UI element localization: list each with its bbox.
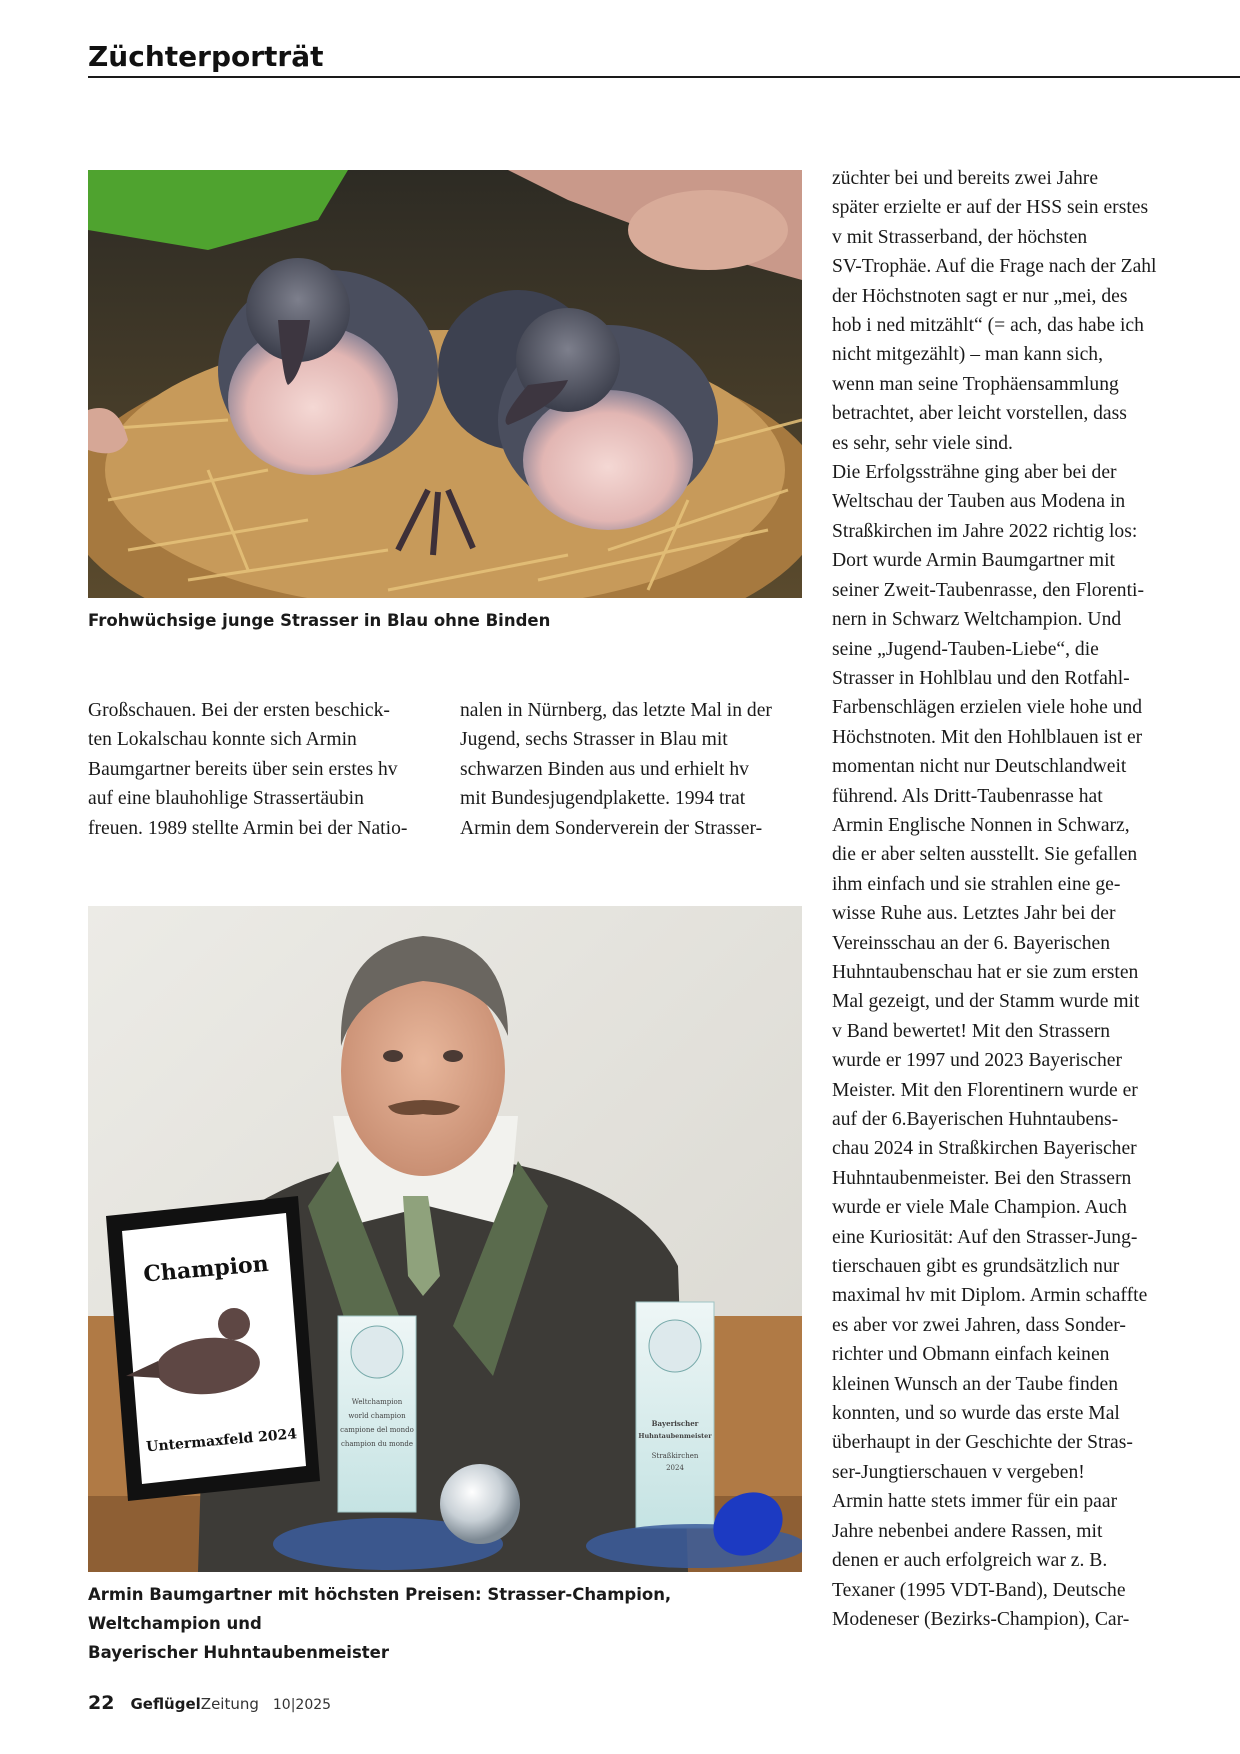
text-line: überhaupt in der Geschichte der Stras-: [832, 1432, 1133, 1454]
frame-subtitle: Untermaxfeld 2024: [145, 1426, 298, 1456]
magazine-name-light: Zeitung: [200, 1695, 259, 1713]
text-line: nicht mitgezählt) – man kann sich,: [832, 344, 1103, 366]
text-line: eine Kuriosität: Auf den Strasser-Jung-: [832, 1226, 1138, 1248]
text-line: tierschauen gibt es grundsätzlich nur: [832, 1256, 1120, 1278]
photo-breeder-portrait: [88, 906, 802, 1572]
text-line: seine „Jugend-Tauben-Liebe“, die: [832, 638, 1099, 660]
text-line: Huhntaubenschau hat er sie zum ersten: [832, 961, 1139, 983]
text-line: Strasser in Hohlblau und den Rotfahl-: [832, 667, 1130, 689]
text-line: wurde er viele Male Champion. Auch: [832, 1197, 1127, 1219]
caption-line: Armin Baumgartner mit höchsten Preisen: Strasser-Champion, Weltchampion und: [88, 1585, 672, 1633]
trophy-text: world champion: [348, 1412, 406, 1420]
text-line: momentan nicht nur Deutschlandweit: [832, 756, 1127, 778]
text-line: denen er auch erfolgreich war z. B.: [832, 1550, 1108, 1572]
trophy-text: campione del mondo: [340, 1426, 414, 1434]
trophy-text: Huhntaubenmeister: [638, 1432, 712, 1440]
text-line: Großschauen. Bei der ersten beschick-: [88, 700, 390, 721]
trophy-huhntaubenmeister: [636, 1302, 714, 1528]
text-line: nalen in Nürnberg, das letzte Mal in der: [460, 700, 772, 721]
text-line: v mit Strasserband, der höchsten: [832, 226, 1088, 248]
text-line: Höchstnoten. Mit den Hohlblauen ist er: [832, 726, 1143, 748]
text-line: Armin dem Sonderverein der Strasser-: [460, 817, 763, 839]
text-line: SV-Trophäe. Auf die Frage nach der Zahl: [832, 256, 1157, 278]
text-line: ihm einfach und sie strahlen eine ge-: [832, 873, 1121, 895]
trophy-text: champion du monde: [340, 1440, 414, 1448]
champion-frame: [106, 1196, 320, 1501]
text-line: Armin hatte stets immer für ein paar: [832, 1491, 1118, 1513]
text-line: ser-Jungtierschauen v vergeben!: [832, 1461, 1085, 1483]
text-line: nern in Schwarz Weltchampion. Und: [832, 609, 1122, 631]
trophy-text: Straßkirchen: [651, 1452, 699, 1460]
section-header: [88, 40, 1240, 78]
page-number: 22: [88, 1692, 115, 1714]
text-line: betrachtet, aber leicht vorstellen, dass: [832, 403, 1127, 425]
text-line: v Band bewertet! Mit den Strassern: [832, 1020, 1111, 1042]
caption-line: Bayerischer Huhntaubenmeister: [88, 1643, 390, 1662]
text-line: Straßkirchen im Jahre 2022 richtig los:: [832, 520, 1138, 542]
text-line: Armin Englische Nonnen in Schwarz,: [832, 814, 1130, 836]
issue-number: 10|2025: [272, 1697, 332, 1713]
text-column-left: [88, 696, 438, 843]
text-line: schwarzen Binden aus und erhielt hv: [460, 758, 749, 780]
text-line: Mal gezeigt, und der Stamm wurde mit: [832, 991, 1140, 1013]
text-line: konnten, und so wurde das erste Mal: [832, 1403, 1120, 1425]
trophy-text: 2024: [666, 1464, 684, 1472]
text-line: Farbenschlägen erzielen viele hohe und: [832, 697, 1143, 719]
text-line: züchter bei und bereits zwei Jahre: [832, 168, 1099, 189]
text-line: chau 2024 in Straßkirchen Bayerischer: [832, 1138, 1137, 1160]
text-line: seiner Zweit-Taubenrasse, den Florenti-: [832, 579, 1145, 601]
text-line: hob i ned mitzählt“ (= ach, das habe ich: [832, 315, 1144, 337]
text-line: es sehr, sehr viele sind.: [832, 432, 1013, 454]
text-line: Meister. Mit den Florentinern wurde er: [832, 1079, 1138, 1101]
text-column-right: [832, 164, 1232, 1634]
text-line: Baumgartner bereits über sein erstes hv: [88, 758, 398, 780]
text-line: auf der 6.Bayerischen Huhntaubens-: [832, 1109, 1119, 1130]
frame-title: Champion: [142, 1250, 270, 1288]
section-title: Züchterporträt: [88, 40, 324, 73]
text-line: Huhntaubenmeister. Bei den Strassern: [832, 1167, 1132, 1189]
text-column-middle: [460, 696, 810, 843]
page-footer: [88, 1692, 331, 1720]
text-line: es aber vor zwei Jahren, dass Sonder-: [832, 1314, 1126, 1336]
text-line: Dort wurde Armin Baumgartner mit: [832, 550, 1115, 572]
trophy-text: Bayerischer: [651, 1419, 699, 1428]
text-line: später erzielte er auf der HSS sein erstes: [832, 197, 1149, 219]
photo-caption-chicks: Frohwüchsige junge Strasser in Blau ohne Binden: [88, 611, 551, 630]
magazine-name-bold: Geflügel: [130, 1695, 201, 1713]
trophy-text: Weltchampion: [351, 1398, 403, 1406]
text-line: Die Erfolgssträhne ging aber bei der: [832, 462, 1117, 484]
text-line: die er aber selten ausstellt. Sie gefallen: [832, 844, 1138, 866]
text-line: ten Lokalschau konnte sich Armin: [88, 729, 357, 751]
text-line: maximal hv mit Diplom. Armin schaffte: [832, 1285, 1148, 1307]
photo-pigeon-chicks: [88, 170, 802, 598]
text-line: wisse Ruhe aus. Letztes Jahr bei der: [832, 903, 1116, 925]
text-line: wenn man seine Trophäensammlung: [832, 373, 1119, 395]
trophy-weltchampion: [338, 1316, 416, 1512]
text-line: kleinen Wunsch an der Taube finden: [832, 1373, 1119, 1395]
text-line: mit Bundesjugendplakette. 1994 trat: [460, 788, 746, 810]
text-line: Modeneser (Bezirks-Champion), Car-: [832, 1608, 1130, 1630]
text-line: Weltschau der Tauben aus Modena in: [832, 491, 1126, 513]
text-line: freuen. 1989 stellte Armin bei der Natio-: [88, 817, 408, 839]
text-line: Jahre nebenbei andere Rassen, mit: [832, 1520, 1103, 1542]
text-line: richter und Obmann einfach keinen: [832, 1344, 1110, 1366]
text-line: wurde er 1997 und 2023 Bayerischer: [832, 1050, 1123, 1072]
text-line: der Höchstnoten sagt er nur „mei, des: [832, 285, 1128, 307]
text-line: auf eine blauhohlige Strassertäubin: [88, 788, 364, 810]
text-line: Jugend, sechs Strasser in Blau mit: [460, 729, 728, 751]
text-line: führend. Als Dritt-Taubenrasse hat: [832, 785, 1103, 807]
photo-caption-breeder: [88, 1580, 802, 1667]
text-line: Texaner (1995 VDT-Band), Deutsche: [832, 1579, 1126, 1601]
text-line: Vereinsschau an der 6. Bayerischen: [832, 932, 1111, 954]
